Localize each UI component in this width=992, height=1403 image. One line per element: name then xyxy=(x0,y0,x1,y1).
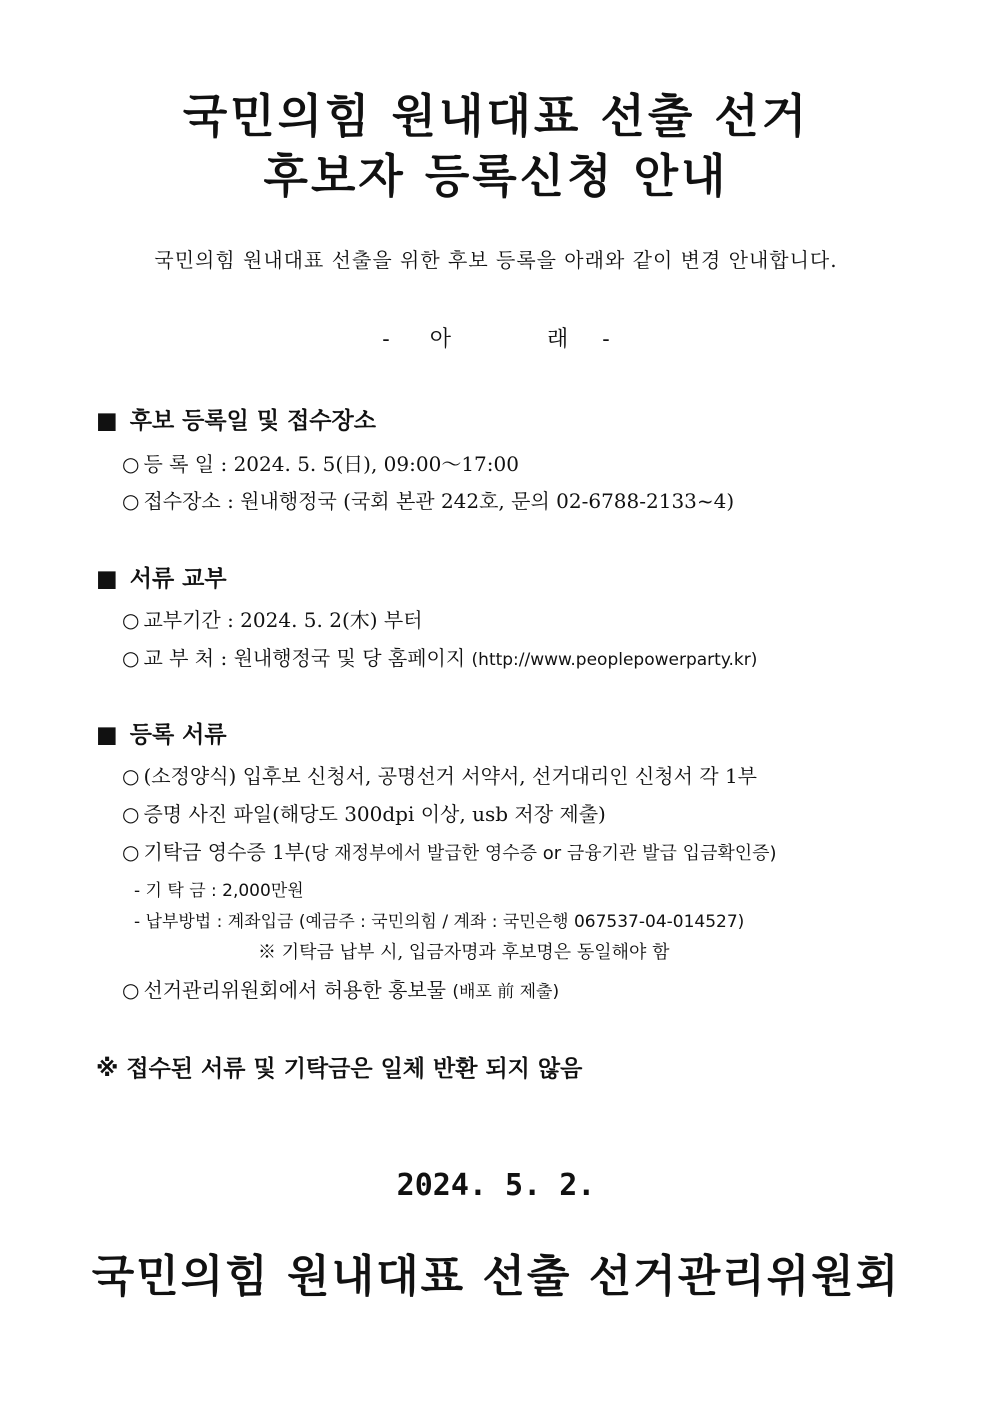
list-item xyxy=(122,760,757,789)
non-refundable-warning: ※ 접수된 서류 및 기탁금은 일체 반환 되지 않음 xyxy=(96,1056,583,1082)
document-title-line1: 국민의힘 원내대표 선출 선거 xyxy=(182,89,810,143)
list-item xyxy=(122,604,423,633)
circle-bullet-icon: ○ xyxy=(122,802,140,826)
list-item xyxy=(122,836,777,865)
distribution-place: 교 부 처 : 원내행정국 및 당 홈페이지 xyxy=(143,646,472,670)
homepage-link[interactable]: (http://www.peoplepowerparty.kr) xyxy=(471,650,758,670)
circle-bullet-icon: ○ xyxy=(122,764,140,788)
circle-bullet-icon: ○ xyxy=(122,646,140,670)
square-marker-icon: ■ xyxy=(96,408,118,434)
deposit-receipt-detail: (당 재정부에서 발급한 영수증 or 금융기관 발급 입금확인증) xyxy=(304,843,777,864)
circle-bullet-icon: ○ xyxy=(122,489,140,513)
list-item xyxy=(122,974,559,1003)
square-marker-icon: ■ xyxy=(96,566,118,592)
below-dash-right: - xyxy=(602,327,610,352)
deposit-note: ※ 기탁금 납부 시, 입금자명과 후보명은 동일해야 함 xyxy=(258,942,670,963)
registration-place: 접수장소 : 원내행정국 (국회 본관 242호, 문의 02-6788-2133~4) xyxy=(143,489,735,513)
intro-text: 국민의힘 원내대표 선출을 위한 후보 등록을 아래와 같이 변경 안내합니다. xyxy=(154,248,838,272)
document-title-line2: 후보자 등록신청 안내 xyxy=(263,149,729,203)
document-date: 2024. 5. 2. xyxy=(396,1168,596,1203)
square-marker-icon: ■ xyxy=(96,722,118,748)
section-heading-text: 등록 서류 xyxy=(129,722,227,748)
registration-date: 등 록 일 : 2024. 5. 5(日), 09:00～17:00 xyxy=(143,452,519,476)
promotional-materials: 선거관리위원회에서 허용한 홍보물 xyxy=(143,978,453,1002)
promotional-materials-detail: (배포 前 제출) xyxy=(452,982,560,1002)
section-documents-distribution-heading xyxy=(96,560,227,593)
below-char-2: 래 xyxy=(547,327,569,352)
circle-bullet-icon: ○ xyxy=(122,608,140,632)
photo-file: 증명 사진 파일(해당도 300dpi 이상, usb 저장 제출) xyxy=(143,802,606,826)
circle-bullet-icon: ○ xyxy=(122,978,140,1002)
list-item xyxy=(122,485,734,514)
section-required-documents-heading xyxy=(96,716,227,749)
section-heading-text: 후보 등록일 및 접수장소 xyxy=(129,408,376,434)
list-item xyxy=(122,642,757,671)
issuing-organization: 국민의힘 원내대표 선출 선거관리위원회 xyxy=(91,1251,901,1302)
payment-method: - 납부방법 : 계좌입금 (예금주 : 국민의힘 / 계좌 : 국민은행 067537-04-014527) xyxy=(134,912,745,932)
below-dash-left: - xyxy=(382,327,390,352)
section-heading-text: 서류 교부 xyxy=(129,566,227,592)
below-heading xyxy=(0,322,992,353)
section-registration-heading xyxy=(96,402,376,435)
list-item xyxy=(122,448,519,477)
circle-bullet-icon: ○ xyxy=(122,840,140,864)
circle-bullet-icon: ○ xyxy=(122,452,140,476)
deposit-amount: - 기 탁 금 : 2,000만원 xyxy=(134,881,304,901)
deposit-receipt: 기탁금 영수증 1부 xyxy=(143,840,305,864)
list-item xyxy=(122,798,606,827)
below-char-1: 아 xyxy=(429,327,451,352)
distribution-period: 교부기간 : 2024. 5. 2(木) 부터 xyxy=(143,608,423,632)
application-forms: (소정양식) 입후보 신청서, 공명선거 서약서, 선거대리인 신청서 각 1부 xyxy=(143,764,757,788)
